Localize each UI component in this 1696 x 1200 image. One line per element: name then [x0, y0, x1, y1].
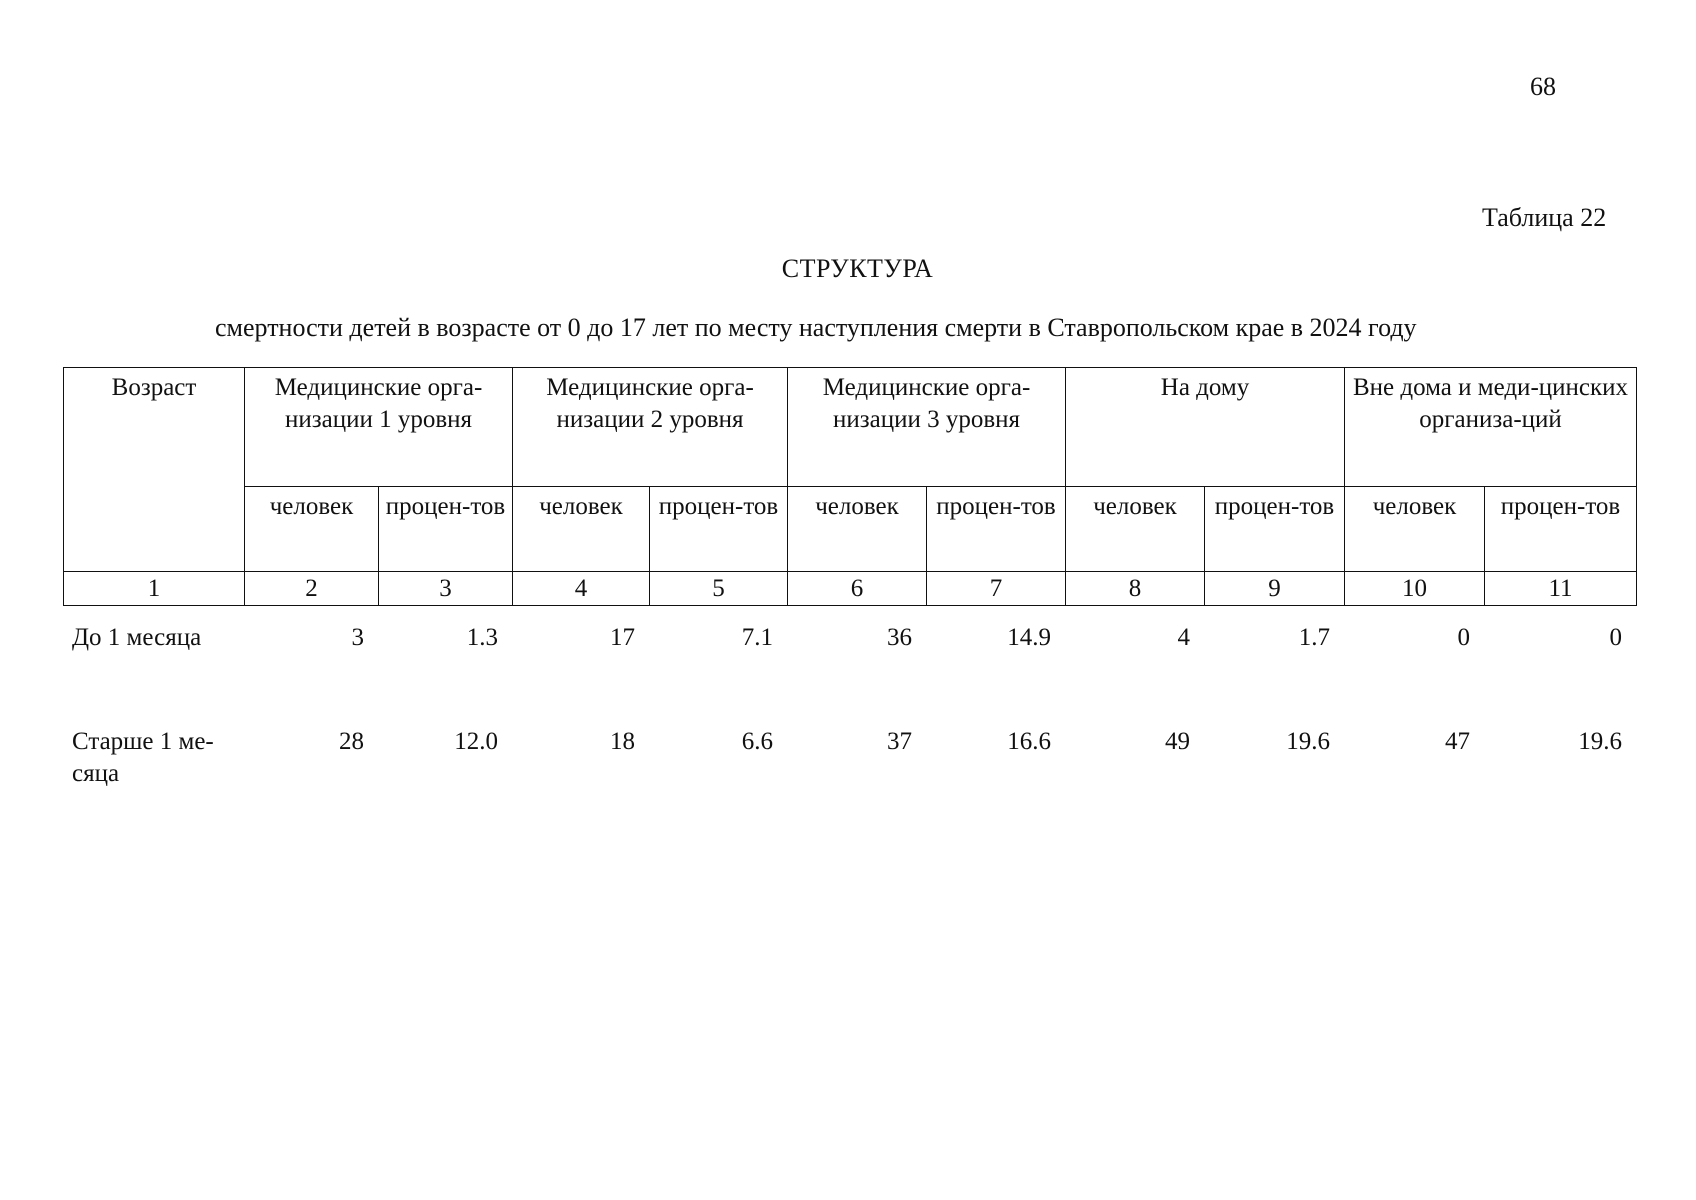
cell-value: 1.3	[466, 624, 498, 651]
header-sub-people: человек	[788, 487, 927, 572]
cell-value: 4	[1177, 624, 1190, 651]
column-number: 9	[1205, 572, 1345, 606]
cell-value: 36	[887, 624, 912, 651]
cell-value: 7.1	[741, 624, 773, 651]
column-number: 5	[650, 572, 788, 606]
cell-value: 12.0	[454, 728, 498, 755]
column-number: 11	[1485, 572, 1637, 606]
column-number: 2	[245, 572, 379, 606]
cell-value: 14.9	[1007, 624, 1051, 651]
column-number: 8	[1066, 572, 1205, 606]
header-sub-percent: процен-тов	[1485, 487, 1637, 572]
header-sub-percent: процен-тов	[379, 487, 513, 572]
cell-value: 18	[610, 728, 635, 755]
header-group-home: На дому	[1066, 368, 1345, 487]
header-group-outside: Вне дома и меди-цинских организа-ций	[1345, 368, 1637, 487]
cell-value: 19.6	[1286, 728, 1330, 755]
row-age-label: До 1 месяца	[72, 624, 202, 651]
header-age: Возраст	[64, 368, 245, 572]
cell-value: 0	[1457, 624, 1470, 651]
cell-value: 49	[1165, 728, 1190, 755]
document-subtitle: смертности детей в возрасте от 0 до 17 лет по месту наступления смерти в Ставропольском крае в 2024 году	[215, 313, 1417, 342]
cell-value: 47	[1445, 728, 1470, 755]
cell-value: 19.6	[1578, 728, 1622, 755]
cell-value: 17	[610, 624, 635, 651]
column-number: 4	[513, 572, 650, 606]
table-header	[63, 367, 1637, 606]
column-number: 10	[1345, 572, 1485, 606]
header-group-level-1: Медицинские орга-низации 1 уровня	[245, 368, 513, 487]
page-number: 68	[1530, 72, 1556, 101]
table-body	[63, 622, 1636, 790]
column-number: 7	[927, 572, 1066, 606]
header-group-level-2: Медицинские орга-низации 2 уровня	[513, 368, 788, 487]
header-sub-people: человек	[1345, 487, 1485, 572]
cell-value: 28	[339, 728, 364, 755]
document-title: СТРУКТУРА	[781, 254, 934, 283]
header-group-level-3: Медицинские орга-низации 3 уровня	[788, 368, 1066, 487]
header-sub-percent: процен-тов	[650, 487, 788, 572]
header-sub-percent: процен-тов	[927, 487, 1066, 572]
cell-value: 37	[887, 728, 912, 755]
row-age-label: Старше 1 ме-сяца	[72, 728, 214, 787]
header-sub-percent: процен-тов	[1205, 487, 1345, 572]
cell-value: 6.6	[741, 728, 773, 755]
cell-value: 1.7	[1298, 624, 1330, 651]
column-number: 1	[64, 572, 245, 606]
header-sub-people: человек	[1066, 487, 1205, 572]
cell-value: 16.6	[1007, 728, 1051, 755]
column-number: 6	[788, 572, 927, 606]
column-number: 3	[379, 572, 513, 606]
table-label: Таблица 22	[1482, 203, 1607, 232]
table-row	[63, 726, 1636, 790]
cell-value: 3	[351, 624, 364, 651]
header-sub-people: человек	[513, 487, 650, 572]
cell-value: 0	[1609, 624, 1622, 651]
table-row	[63, 622, 1636, 726]
header-sub-people: человек	[245, 487, 379, 572]
